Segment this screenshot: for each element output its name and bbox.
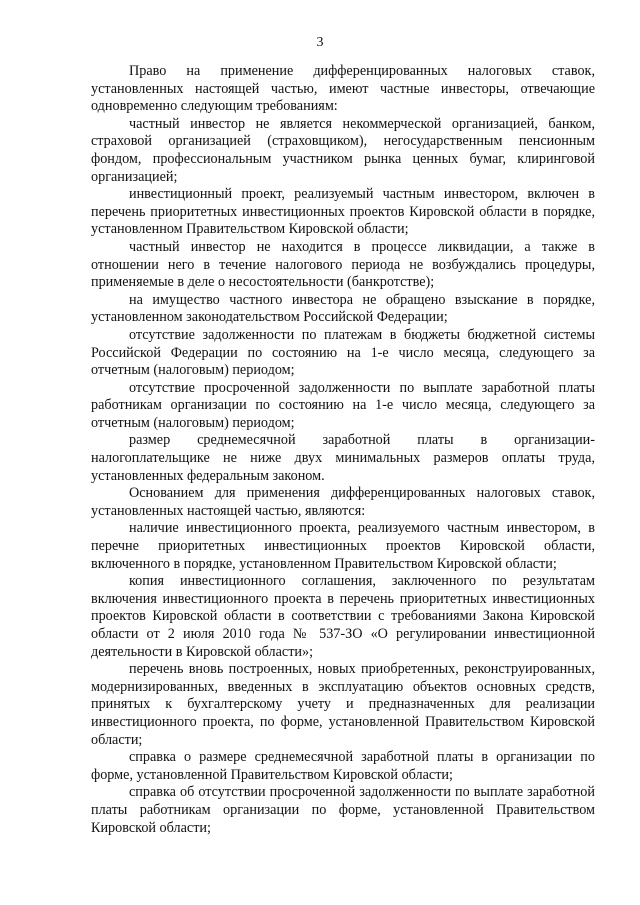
paragraph-no-wage-arrears: отсутствие просроченной задолженности по выплате заработной платы работникам организации по состоянию на 1-е число месяца, следующего за отчетным (налоговым) периодом; <box>91 379 595 431</box>
document-body <box>91 63 595 837</box>
paragraph-arrears-certificate: справка об отсутствии просроченной задолженности по выплате заработной платы работникам организации по форме, установленной Правительством Кировской области; <box>91 784 595 836</box>
paragraph-agreement-copy: копия инвестиционного соглашения, заключенного по результатам включения инвестиционного проекта в перечень приоритетных инвестиционных проектов Кировской области в соответствии с требованиями Закона Кировской области от 2 июля 2010 года № 537-ЗО «О регулировании инвестиционной деятельности в Кировской области»; <box>91 573 595 660</box>
paragraph-project-included: инвестиционный проект, реализуемый частным инвестором, включен в перечень приоритетных инвестиционных проектов Кировской области в порядке, установленном Правительством Кировской области; <box>91 186 595 238</box>
paragraph-project-in-list: наличие инвестиционного проекта, реализуемого частным инвестором, в перечне приоритетных инвестиционных проектов Кировской области, включенного в порядке, установленном Правительством Кировской области; <box>91 520 595 572</box>
paragraph-not-noncommercial: частный инвестор не является некоммерческой организацией, банком, страховой организацией (страховщиком), негосударственным пенсионным фондом, профессиональным участником рынка ценных бумаг, клиринговой организацией; <box>91 115 595 185</box>
paragraph-fixed-assets-list: перечень вновь построенных, новых приобретенных, реконструированных, модернизированных, введенных в эксплуатацию объектов основных средств, принятых к бухгалтерскому учету и предназначенных для реализации инвестиционного проекта, по форме, установленной Правительством Кировской области; <box>91 661 595 748</box>
paragraph-rate-eligibility: Право на применение дифференцированных налоговых ставок, установленных настоящей частью, имеют частные инвесторы, отвечающие одновременно следующим требованиям: <box>91 63 595 115</box>
paragraph-no-property-recovery: на имущество частного инвестора не обращено взыскание в порядке, установленном законодательством Российской Федерации; <box>91 291 595 326</box>
paragraph-wage-certificate: справка о размере среднемесячной заработной платы в организации по форме, установленной Правительством Кировской области; <box>91 749 595 783</box>
paragraph-not-liquidating: частный инвестор не находится в процессе ликвидации, а также в отношении него в течение налогового периода не возбуждались процедуры, применяемые в деле о несостоятельности (банкротстве); <box>91 238 595 291</box>
paragraph-average-wage: размер среднемесячной заработной платы в организации-налогоплательщике не ниже двух минимальных размеров оплаты труда, установленных федеральным законом. <box>91 432 595 484</box>
page-number: 3 <box>316 35 324 50</box>
paragraph-grounds-intro: Основанием для применения дифференцированных налоговых ставок, установленных настоящей частью, являются: <box>91 485 595 519</box>
paragraph-no-budget-debt: отсутствие задолженности по платежам в бюджеты бюджетной системы Российской Федерации по состоянию на 1-е число месяца, следующего за отчетным (налоговым) периодом; <box>91 326 595 379</box>
